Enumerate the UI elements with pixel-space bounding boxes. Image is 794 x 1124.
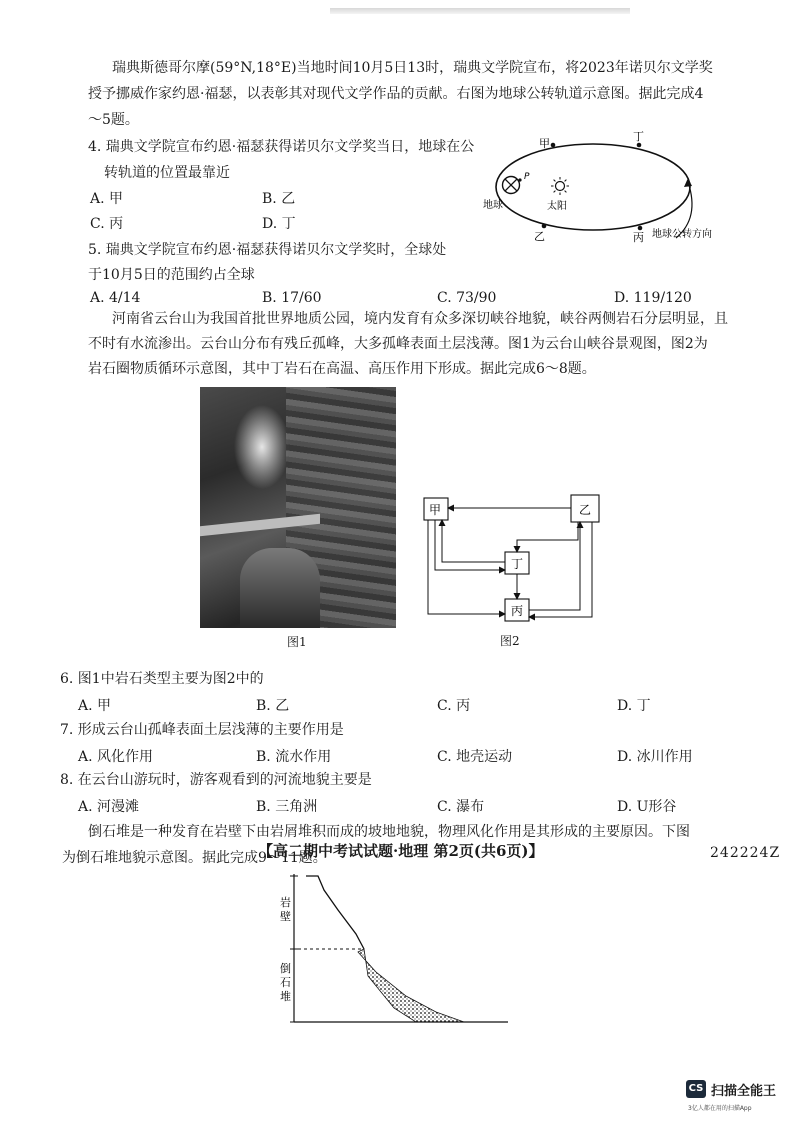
orbit-point-ding [637, 143, 642, 148]
box-yi-label: 乙 [579, 503, 592, 517]
sun-icon [551, 177, 569, 195]
camscanner-tagline: 3亿人都在用的扫描App [688, 1105, 752, 1112]
heap-label-char2: 石 [280, 976, 291, 989]
orbit-label-jia: 甲 [539, 137, 550, 150]
cliff-label-char1: 岩 [280, 896, 291, 909]
orbit-point-yi [542, 224, 547, 229]
orbit-point-bing [638, 226, 643, 231]
scan-edge-shadow [330, 8, 630, 14]
box-bing-label: 丙 [511, 604, 524, 618]
fig1-caption: 图1 [287, 635, 307, 649]
q8-option-b: B. 三角洲 [256, 799, 318, 815]
cliff-face [306, 876, 364, 949]
earth-icon [503, 177, 520, 194]
point-p-label: P [524, 172, 530, 182]
canyon-stream [240, 548, 320, 628]
q4-option-a: A. 甲 [90, 191, 124, 207]
camscanner-logo: CS [686, 1080, 706, 1098]
q6-stem: 6. 图1中岩石类型主要为图2中的 [60, 671, 264, 687]
q8-option-a: A. 河漫滩 [78, 799, 140, 815]
orbit-direction-arrowhead [684, 178, 692, 187]
orbit-label-yi: 乙 [534, 230, 545, 243]
intro1-line1: 瑞典斯德哥尔摩(59°N,18°E)当地时间10月5日13时，瑞典文学院宣布，将2023年诺贝尔文学奖 [112, 60, 713, 76]
intro2-line2: 不时有水流渗出。云台山分布有残丘孤峰，大多孤峰表面土层浅薄。图1为云台山峡谷景观图，图2为 [88, 336, 708, 352]
q5-stem-line2: 于10月5日的范围约占全球 [88, 267, 255, 283]
exam-code: 242224Z [710, 845, 781, 861]
camscanner-name: 扫描全能王 [711, 1084, 777, 1099]
q4-stem-line1: 4. 瑞典文学院宣布约恩·福瑟获得诺贝尔文学奖当日，地球在公 [88, 139, 475, 155]
q5-option-a: A. 4/14 [90, 290, 141, 306]
talus-diagram [276, 872, 516, 1032]
q6-option-b: B. 乙 [256, 698, 290, 714]
fig2-caption: 图2 [500, 634, 520, 648]
q6-option-d: D. 丁 [617, 698, 651, 714]
q7-option-d: D. 冰川作用 [617, 749, 693, 765]
orbit-direction-label: 地球公转方向 [652, 229, 712, 240]
point-p-marker [518, 178, 521, 181]
q4-option-d: D. 丁 [262, 216, 296, 232]
box-ding-label: 丁 [511, 557, 524, 571]
q7-stem: 7. 形成云台山孤峰表面土层浅薄的主要作用是 [60, 722, 344, 738]
heap-label-char1: 倒 [280, 962, 291, 975]
q8-option-d: D. U形谷 [617, 799, 677, 815]
arrow-yi-to-bing [529, 522, 592, 617]
heap-label-char3: 堆 [280, 990, 291, 1003]
orbit-label-bing: 丙 [633, 231, 644, 244]
q7-option-a: A. 风化作用 [78, 749, 154, 765]
q6-option-c: C. 丙 [437, 698, 471, 714]
intro2-line3: 岩石圈物质循环示意图，其中丁岩石在高温、高压作用下形成。据此完成6～8题。 [88, 361, 596, 377]
q5-option-c: C. 73/90 [437, 290, 497, 306]
box-jia-label: 甲 [429, 503, 442, 517]
canyon-photo [200, 387, 396, 628]
cliff-label-char2: 壁 [280, 910, 291, 923]
intro1-line2: 授予挪威作家约恩·福瑟，以表彰其对现代文学作品的贡献。右图为地球公转轨道示意图。据此完成4 [88, 86, 704, 102]
arrow-ding-to-jia [442, 520, 505, 562]
arrow-yi-to-ding [517, 522, 578, 552]
intro3-line2: 为倒石堆地貌示意图。据此完成9～11题。 [62, 850, 327, 866]
rock-cycle-diagram [418, 488, 610, 630]
q5-option-b: B. 17/60 [262, 290, 322, 306]
q8-stem: 8. 在云台山游玩时，游客观看到的河流地貌主要是 [60, 772, 372, 788]
q4-option-b: B. 乙 [262, 191, 296, 207]
q7-option-b: B. 流水作用 [256, 749, 332, 765]
q8-option-c: C. 瀑布 [437, 799, 485, 815]
sun-label: 太阳 [547, 201, 567, 212]
intro1-line3: ～5题。 [88, 112, 139, 128]
q4-stem-line2: 转轨道的位置最靠近 [104, 165, 230, 181]
q4-option-c: C. 丙 [90, 216, 124, 232]
earth-label: 地球 [483, 200, 503, 211]
talus-heap [358, 949, 464, 1022]
page-footer: 【高二期中考试试题·地理 第2页(共6页)】 [258, 842, 544, 860]
intro3-line1: 倒石堆是一种发育在岩壁下由岩屑堆积而成的坡地地貌，物理风化作用是其形成的主要原因。下图 [88, 824, 690, 840]
q6-option-a: A. 甲 [78, 698, 112, 714]
arrow-bing-to-yi [529, 522, 580, 610]
orbit-label-ding: 丁 [633, 130, 644, 143]
intro2-line1: 河南省云台山为我国首批世界地质公园，境内发育有众多深切峡谷地貌，峡谷两侧岩石分层明显，且 [112, 311, 728, 327]
q5-option-d: D. 119/120 [614, 290, 692, 306]
arrow-jia-to-bing [428, 520, 505, 614]
q5-stem-line1: 5. 瑞典文学院宣布约恩·福瑟获得诺贝尔文学奖时，全球处 [88, 242, 447, 258]
q7-option-c: C. 地壳运动 [437, 749, 513, 765]
orbit-ellipse [496, 144, 690, 230]
orbit-point-jia [551, 143, 556, 148]
orbit-diagram [478, 130, 728, 245]
